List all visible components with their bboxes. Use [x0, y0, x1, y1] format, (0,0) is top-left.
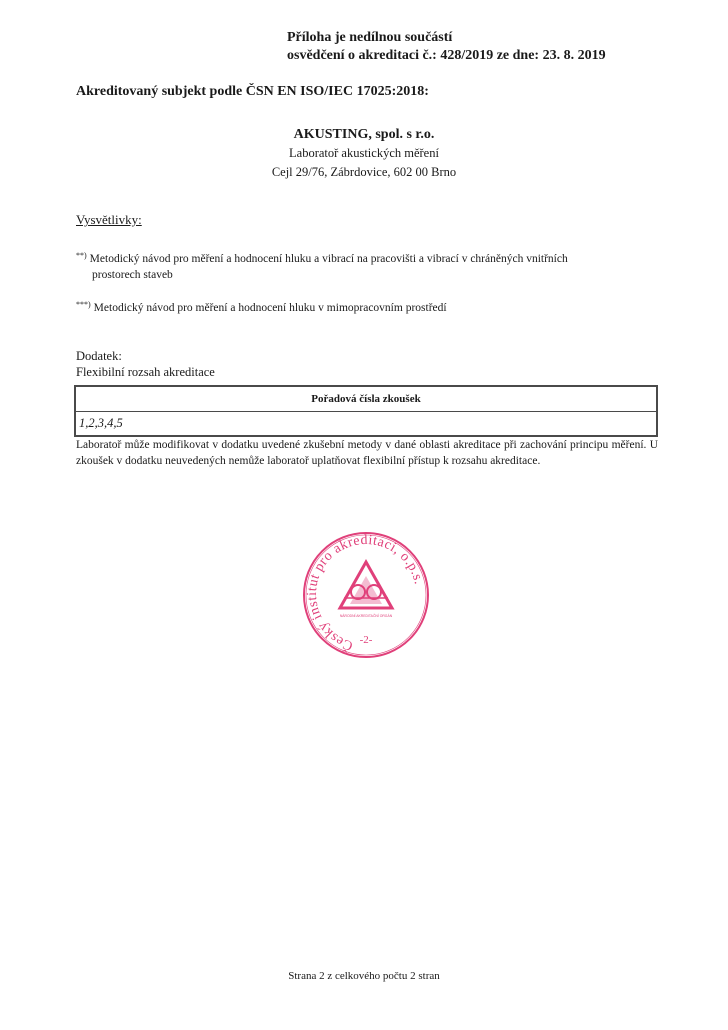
laboratory-address: Cejl 29/76, Zábrdovice, 602 00 Brno: [271, 165, 457, 179]
note-marker: **): [76, 251, 87, 260]
stamp-number: -2-: [359, 634, 373, 646]
note-marker: ***): [76, 300, 91, 309]
table-row: [75, 412, 657, 437]
note-text-continued: prostorech staveb: [92, 269, 173, 281]
addendum-label: Dodatek:: [76, 349, 122, 363]
annex-header-line1: Příloha je nedílnou součástí: [287, 30, 453, 45]
table-cell-test-numbers: 1,2,3,4,5: [79, 416, 123, 430]
addendum-subtitle: Flexibilní rozsah akreditace: [76, 365, 215, 379]
addendum-note: Laboratoř může modifikovat v dodatku uvedené zkušební metody v dané oblasti akreditace při zachování principu měření. U zkoušek v dodatku neuvedených nemůže laboratoř uplatňovat flexibilní přístup k rozsahu akreditace.: [76, 439, 658, 467]
note-text: Metodický návod pro měření a hodnocení hluku v mimopracovním prostředí: [93, 302, 447, 314]
stamp-center-text: NÁRODNÍ AKREDITAČNÍ ORGÁN: [339, 614, 393, 618]
flexible-scope-table: [74, 385, 658, 437]
stamp-ring-text: Český institut pro akreditaci, o.p.s.: [305, 532, 427, 654]
explanations-title: Vysvětlivky:: [76, 212, 142, 227]
accreditation-stamp: [300, 528, 432, 662]
explanation-note: [76, 248, 656, 283]
table-header-test-numbers: Pořadová čísla zkoušek: [75, 386, 657, 412]
annex-header: [287, 29, 606, 65]
note-text: Metodický návod pro měření a hodnocení hluku a vibrací na pracovišti a vibrací v chráněných vnitřních: [89, 253, 568, 265]
page-footer: Strana 2 z celkového počtu 2 stran: [288, 970, 440, 982]
accreditation-standard-line: Akreditovaný subjekt podle ČSN EN ISO/IEC 17025:2018:: [76, 84, 429, 99]
laboratory-subtitle: Laboratoř akustických měření: [289, 146, 439, 160]
addendum-heading: [76, 348, 215, 380]
stamp-emblem-icon: [340, 562, 392, 608]
explanation-note: [76, 297, 656, 316]
annex-header-line2: osvědčení o akreditaci č.: 428/2019 ze dne: 23. 8. 2019: [287, 48, 606, 63]
laboratory-name: AKUSTING, spol. s r.o.: [293, 127, 435, 142]
laboratory-info: [0, 125, 728, 182]
